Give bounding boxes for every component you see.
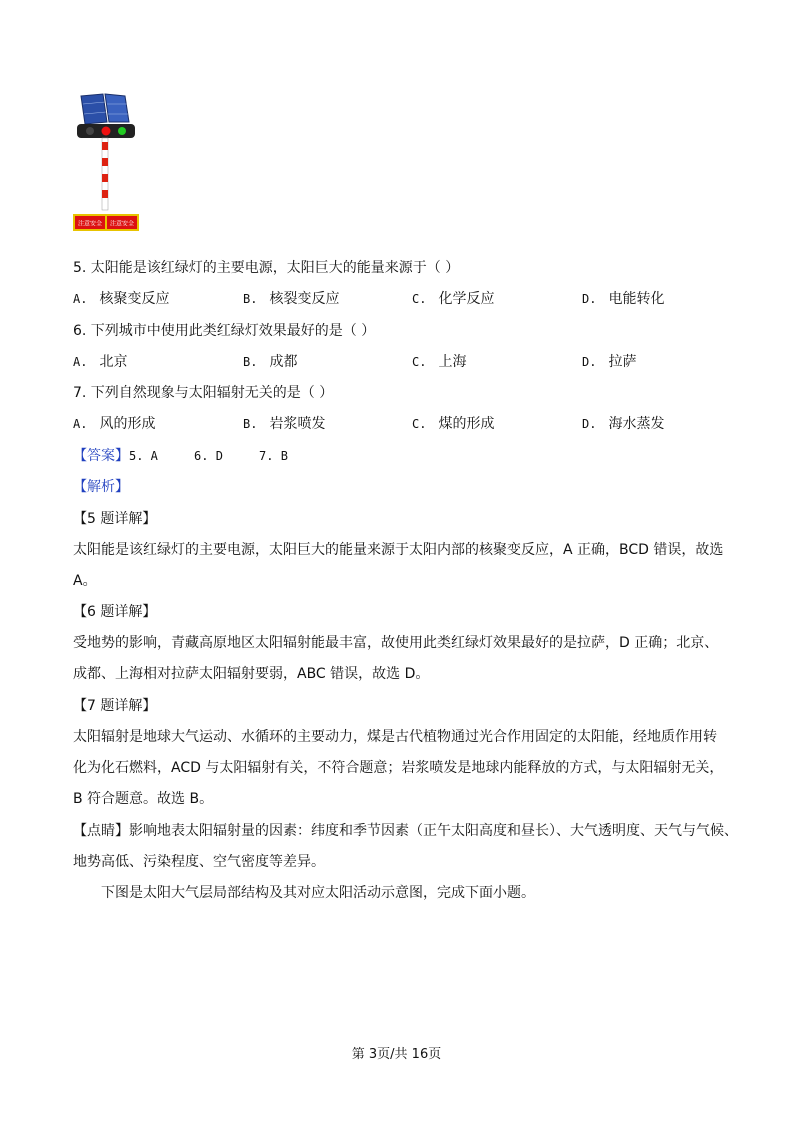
question-6-stem: 6. 下列城市中使用此类红绿灯效果最好的是（ ） [73, 323, 376, 339]
detail-7-line-2: 化为化石燃料，ACD 与太阳辐射有关，不符合题意；岩浆喷发是地球内能释放的方式，与太阳辐射无关， [73, 760, 724, 776]
detail-7-heading: 【7 题详解】 [73, 698, 157, 714]
svg-text:注意安全: 注意安全 [109, 220, 135, 228]
detail-6-line-1: 受地势的影响，青藏高原地区太阳辐射能最丰富，故使用此类红绿灯效果最好的是拉萨，D 正确；北京、 [73, 635, 719, 651]
question-7-stem: 7. 下列自然现象与太阳辐射无关的是（ ） [73, 385, 334, 401]
q5-option-a: A. 核聚变反应 [73, 291, 170, 307]
pointer-label: 【点睛】 [73, 823, 129, 839]
analysis-label: 【解析】 [73, 479, 129, 495]
pole-icon [102, 138, 108, 210]
detail-5-line-2: A。 [73, 573, 97, 589]
q6-option-d: D. 拉萨 [582, 354, 637, 370]
solar-panel-icon [81, 94, 129, 124]
svg-text:注意安全: 注意安全 [77, 220, 103, 228]
page-footer: 第 3页/共 16页 [351, 1047, 442, 1062]
q7-option-a: A. 风的形成 [73, 416, 156, 432]
detail-5-heading: 【5 题详解】 [73, 511, 157, 527]
detail-7-line-3: B 符合题意。故选 B。 [73, 791, 214, 807]
pointer-line-2: 地势高低、污染程度、空气密度等差异。 [73, 854, 325, 870]
q5-option-c: C. 化学反应 [412, 291, 495, 307]
detail-6-line-2: 成都、上海相对拉萨太阳辐射要弱，ABC 错误，故选 D。 [73, 666, 430, 682]
answer-label: 【答案】 [73, 448, 129, 464]
answer-line [73, 446, 288, 466]
q7-option-d: D. 海水蒸发 [582, 416, 665, 432]
detail-6-heading: 【6 题详解】 [73, 604, 157, 620]
question-5-stem: 5. 太阳能是该红绿灯的主要电源，太阳巨大的能量来源于（ ） [73, 260, 460, 276]
warning-sign [73, 214, 139, 231]
q6-option-a: A. 北京 [73, 354, 128, 370]
next-question-intro: 下图是太阳大气层局部结构及其对应太阳活动示意图，完成下面小题。 [101, 885, 535, 901]
detail-7-line-1: 太阳辐射是地球大气运动、水循环的主要动力，煤是古代植物通过光合作用固定的太阳能，经地质作用转 [73, 729, 717, 745]
q7-option-b: B. 岩浆喷发 [243, 416, 326, 432]
q6-option-c: C. 上海 [412, 354, 467, 370]
q6-option-b: B. 成都 [243, 354, 298, 370]
q5-option-b: B. 核裂变反应 [243, 291, 340, 307]
pointer-line-1: 【点睛】影响地表太阳辐射量的因素：纬度和季节因素（正午太阳高度和昼长）、大气透明度、天气与气候、 [73, 823, 738, 839]
detail-5-line-1: 太阳能是该红绿灯的主要电源，太阳巨大的能量来源于太阳内部的核聚变反应，A 正确，BCD 错误，故选 [73, 542, 724, 558]
q7-option-c: C. 煤的形成 [412, 416, 495, 432]
traffic-light-icon [77, 124, 135, 138]
q5-option-d: D. 电能转化 [582, 291, 665, 307]
answer-value: 5. A 6. D 7. B [129, 449, 288, 463]
solar-traffic-light-image [73, 92, 139, 232]
